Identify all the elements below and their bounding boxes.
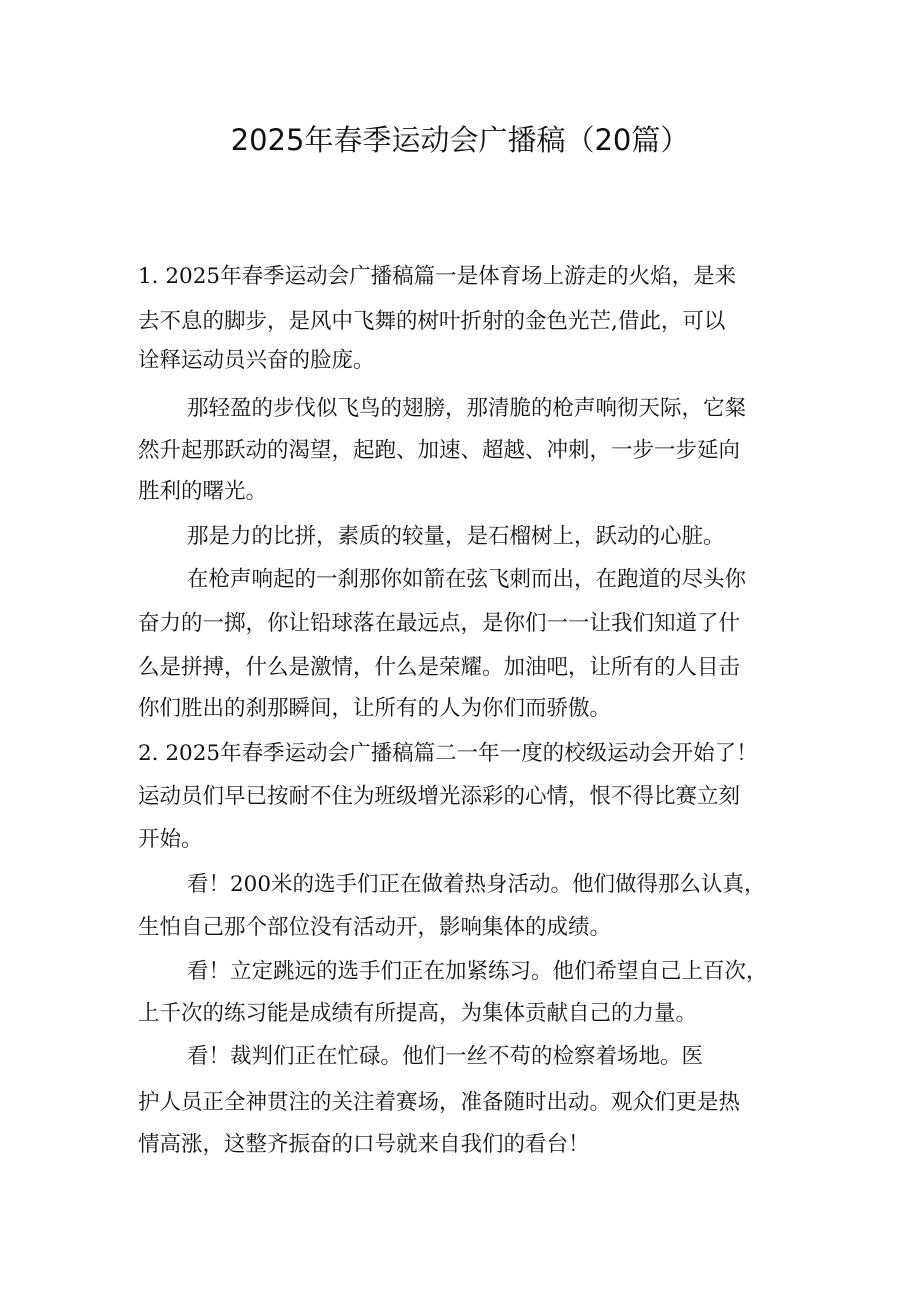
paragraph-line: 在枪声响起的一刹那你如箭在弦飞刺而出，在跑道的尽头你 [187, 567, 747, 592]
paragraph-line: 1. 2025年春季运动会广播稿篇一是体育场上游走的火焰，是来 [138, 264, 737, 289]
paragraph-line: 胜利的曙光。 [138, 479, 268, 504]
paragraph-line: 奋力的一掷，你让铅球落在最远点，是你们一一让我们知道了什 [138, 611, 741, 636]
paragraph-line: 看！裁判们正在忙碌。他们一丝不苟的检察着场地。医 [187, 1044, 704, 1069]
paragraph-line: 你们胜出的刹那瞬间，让所有的人为你们而骄傲。 [138, 696, 612, 721]
paragraph-line: 诠释运动员兴奋的脸庞。 [138, 348, 375, 373]
paragraph-line: 上千次的练习能是成绩有所提高，为集体贡献自己的力量。 [138, 1001, 698, 1026]
paragraph-line: 那轻盈的步伐似飞鸟的翅膀，那清脆的枪声响彻天际，它粲 [187, 396, 747, 421]
paragraph-line: 那是力的比拼，素质的较量，是石榴树上，跃动的心脏。 [187, 524, 725, 549]
paragraph-line: 生怕自己那个部位没有活动开，影响集体的成绩。 [138, 915, 612, 940]
paragraph-line: 2. 2025年春季运动会广播稿篇二一年一度的校级运动会开始了！ [138, 741, 758, 766]
paragraph-line: 然升起那跃动的渴望，起跑、加速、超越、冲刺，一步一步延向 [138, 438, 741, 463]
paragraph-line: 情高涨，这整齐振奋的口号就来自我们的看台！ [138, 1132, 590, 1157]
document-title: 2025年春季运动会广播稿（20篇） [230, 123, 690, 157]
paragraph-line: 么是拼搏，什么是激情，什么是荣耀。加油吧，让所有的人目击 [138, 655, 741, 680]
paragraph-line: 护人员正全神贯注的关注着赛场，准备随时出动。观众们更是热 [138, 1090, 741, 1115]
paragraph-line: 看！200米的选手们正在做着热身活动。他们做得那么认真， [187, 872, 766, 897]
paragraph-line: 运动员们早已按耐不住为班级增光添彩的心情，恨不得比赛立刻 [138, 784, 741, 809]
paragraph-line: 开始。 [138, 827, 203, 852]
paragraph-line: 看！立定跳远的选手们正在加紧练习。他们希望自己上百次， [187, 959, 768, 984]
paragraph-line: 去不息的脚步，是风中飞舞的树叶折射的金色光芒,借此，可以 [138, 309, 726, 334]
